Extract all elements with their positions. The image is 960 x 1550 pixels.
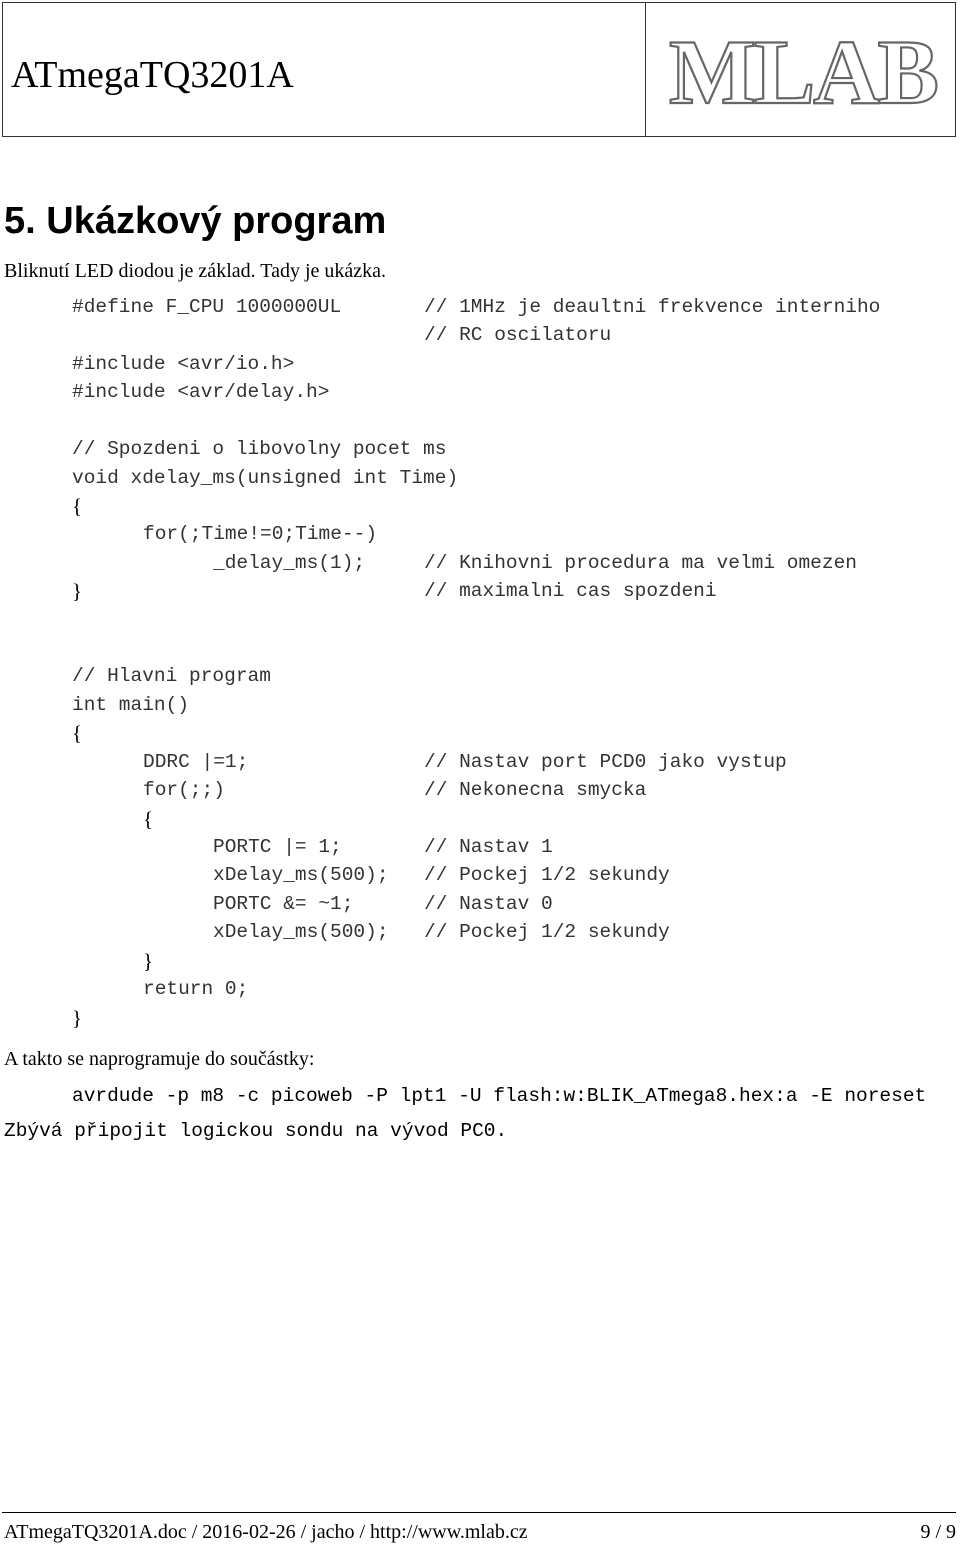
- footer-doc-info: ATmegaTQ3201A.doc / 2016-02-26 / jacho / http://www.mlab.cz: [4, 1521, 528, 1543]
- code-statement: for(;;): [143, 779, 225, 802]
- code-statement: _delay_ms(1);: [213, 551, 366, 574]
- code-statement: PORTC &= ~1;: [213, 892, 354, 915]
- footer-rule: [2, 1512, 956, 1513]
- intro-text: Bliknutí LED diodou je základ. Tady je ukázka.: [4, 260, 387, 282]
- page-header: [2, 2, 956, 137]
- code-statement: #include <avr/io.h>: [72, 352, 295, 375]
- code-comment: // Nastav 0: [424, 892, 553, 915]
- code-comment: // Knihovni procedura ma velmi omezen: [424, 551, 857, 574]
- code-comment: // Spozdeni o libovolny pocet ms: [72, 438, 447, 461]
- avrdude-command: avrdude -p m8 -c picoweb -P lpt1 -U flash:w:BLIK_ATmega8.hex:a -E noreset: [72, 1085, 927, 1107]
- code-comment: // 1MHz je deaultni frekvence interniho: [424, 296, 881, 318]
- code-statement: xDelay_ms(500);: [213, 864, 389, 887]
- code-comment: // Hlavni program: [72, 665, 271, 688]
- code-statement: int main(): [72, 693, 190, 716]
- header-divider: [645, 3, 646, 136]
- probe-note: Zbývá připojit logickou sondu na vývod PC0.: [4, 1120, 508, 1142]
- mlab-logo: [663, 21, 943, 121]
- code-statement: return 0;: [143, 978, 249, 1001]
- code-statement: }: [72, 1005, 83, 1030]
- code-comment: // Pockej 1/2 sekundy: [424, 921, 670, 944]
- code-statement: void xdelay_ms(unsigned int Time): [72, 466, 459, 489]
- code-statement: DDRC |=1;: [143, 750, 249, 773]
- footer-page-number: 9 / 9: [920, 1521, 956, 1543]
- code-statement: }: [143, 948, 154, 973]
- code-statement: {: [72, 721, 83, 746]
- code-statement: xDelay_ms(500);: [213, 921, 389, 944]
- code-statement: #define F_CPU 1000000UL: [72, 296, 342, 318]
- code-statement: {: [72, 493, 83, 518]
- section-title: 5. Ukázkový program: [4, 200, 387, 242]
- code-statement: {: [143, 806, 154, 831]
- code-statement: for(;Time!=0;Time--): [143, 523, 378, 546]
- code-comment: // Pockej 1/2 sekundy: [424, 864, 670, 887]
- doc-title: ATmegaTQ3201A: [11, 54, 294, 96]
- programming-text: A takto se naprogramuje do součástky:: [4, 1048, 315, 1070]
- code-statement: #include <avr/delay.h>: [72, 381, 330, 404]
- code-statement: PORTC |= 1;: [213, 836, 342, 859]
- code-comment: // maximalni cas spozdeni: [424, 580, 717, 603]
- code-comment: // RC oscilatoru: [424, 324, 612, 347]
- mlab-logo-text: MLAB: [669, 21, 937, 121]
- code-comment: // Nekonecna smycka: [424, 779, 647, 802]
- code-comment: // Nastav 1: [424, 836, 553, 859]
- code-comment: // Nastav port PCD0 jako vystup: [424, 750, 787, 773]
- code-statement: }: [72, 579, 83, 604]
